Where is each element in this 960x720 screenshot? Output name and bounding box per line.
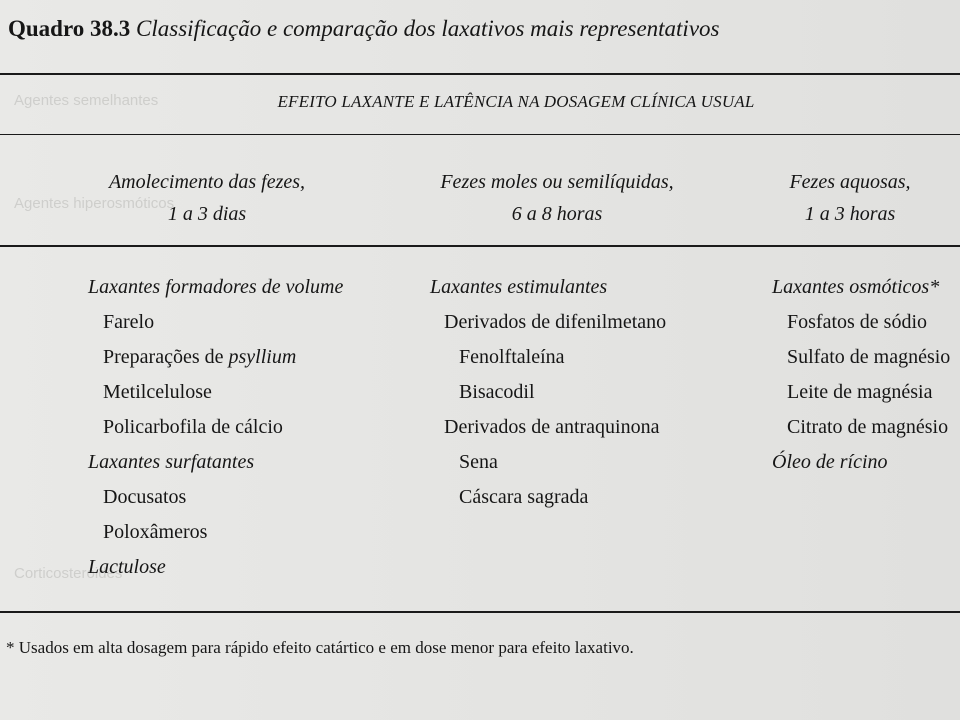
latency-rule	[0, 245, 960, 247]
section-header: EFEITO LAXANTE E LATÊNCIA NA DOSAGEM CLÍNICA USUAL	[277, 92, 755, 111]
bleed-through-text: Agentes semelhantes	[14, 92, 159, 109]
bottom-rule	[0, 611, 960, 613]
list-item: Policarbofila de cálcio	[103, 416, 283, 438]
latency-col1-line1: Amolecimento das fezes,	[108, 171, 306, 193]
latency-col1	[82, 166, 332, 230]
top-rule	[0, 73, 960, 75]
latency-col3-line1: Fezes aquosas,	[789, 171, 911, 193]
list-item: Cáscara sagrada	[459, 486, 589, 508]
latency-col3	[760, 166, 940, 230]
latency-col1-line2: 1 a 3 dias	[167, 203, 247, 225]
column-volume-surfactant	[88, 270, 343, 585]
group-header-castor-oil: Óleo de rícino	[772, 451, 888, 473]
list-item: Leite de magnésia	[787, 381, 933, 403]
group-header-surfactant: Laxantes surfatantes	[88, 451, 255, 473]
list-item: Farelo	[103, 311, 155, 333]
header-rule	[0, 134, 960, 135]
column-stimulant	[430, 270, 666, 515]
latency-col2-line2: 6 a 8 horas	[511, 203, 603, 225]
group-header-lactulose: Lactulose	[88, 556, 166, 578]
latency-col2-line1: Fezes moles ou semilíquidas,	[440, 171, 674, 193]
list-item: Derivados de difenilmetano	[444, 311, 667, 333]
list-item: Docusatos	[103, 486, 187, 508]
list-item-text: Preparações de	[103, 346, 229, 368]
bleed-through-text: Corticosteróides	[14, 565, 123, 582]
list-item: Poloxâmeros	[103, 521, 208, 543]
column-osmotic	[772, 270, 950, 480]
table-caption: Classificação e comparação dos laxativos mais representativos	[136, 16, 720, 41]
list-item: Bisacodil	[459, 381, 535, 403]
list-item: Derivados de antraquinona	[444, 416, 660, 438]
psyllium-term: psyllium	[228, 346, 297, 368]
table-title	[8, 14, 948, 44]
list-item: Fosfatos de sódio	[787, 311, 927, 333]
footnote: * Usados em alta dosagem para rápido efeito catártico e em dose menor para efeito laxativo.	[6, 638, 634, 657]
list-item	[88, 340, 343, 375]
list-item: Metilcelulose	[103, 381, 212, 403]
list-item: Fenolftaleína	[459, 346, 565, 368]
group-header-osmotic: Laxantes osmóticos*	[772, 276, 940, 298]
list-item: Sena	[459, 451, 498, 473]
latency-col3-line2: 1 a 3 horas	[804, 203, 896, 225]
group-header-stimulant: Laxantes estimulantes	[430, 276, 608, 298]
latency-col2	[412, 166, 702, 230]
table-number: Quadro 38.3	[8, 16, 131, 41]
list-item: Sulfato de magnésio	[787, 346, 951, 368]
list-item: Citrato de magnésio	[787, 416, 949, 438]
group-header-volume: Laxantes formadores de volume	[88, 276, 344, 298]
bleed-through-text: Agentes hiperosmóticos	[14, 195, 175, 212]
